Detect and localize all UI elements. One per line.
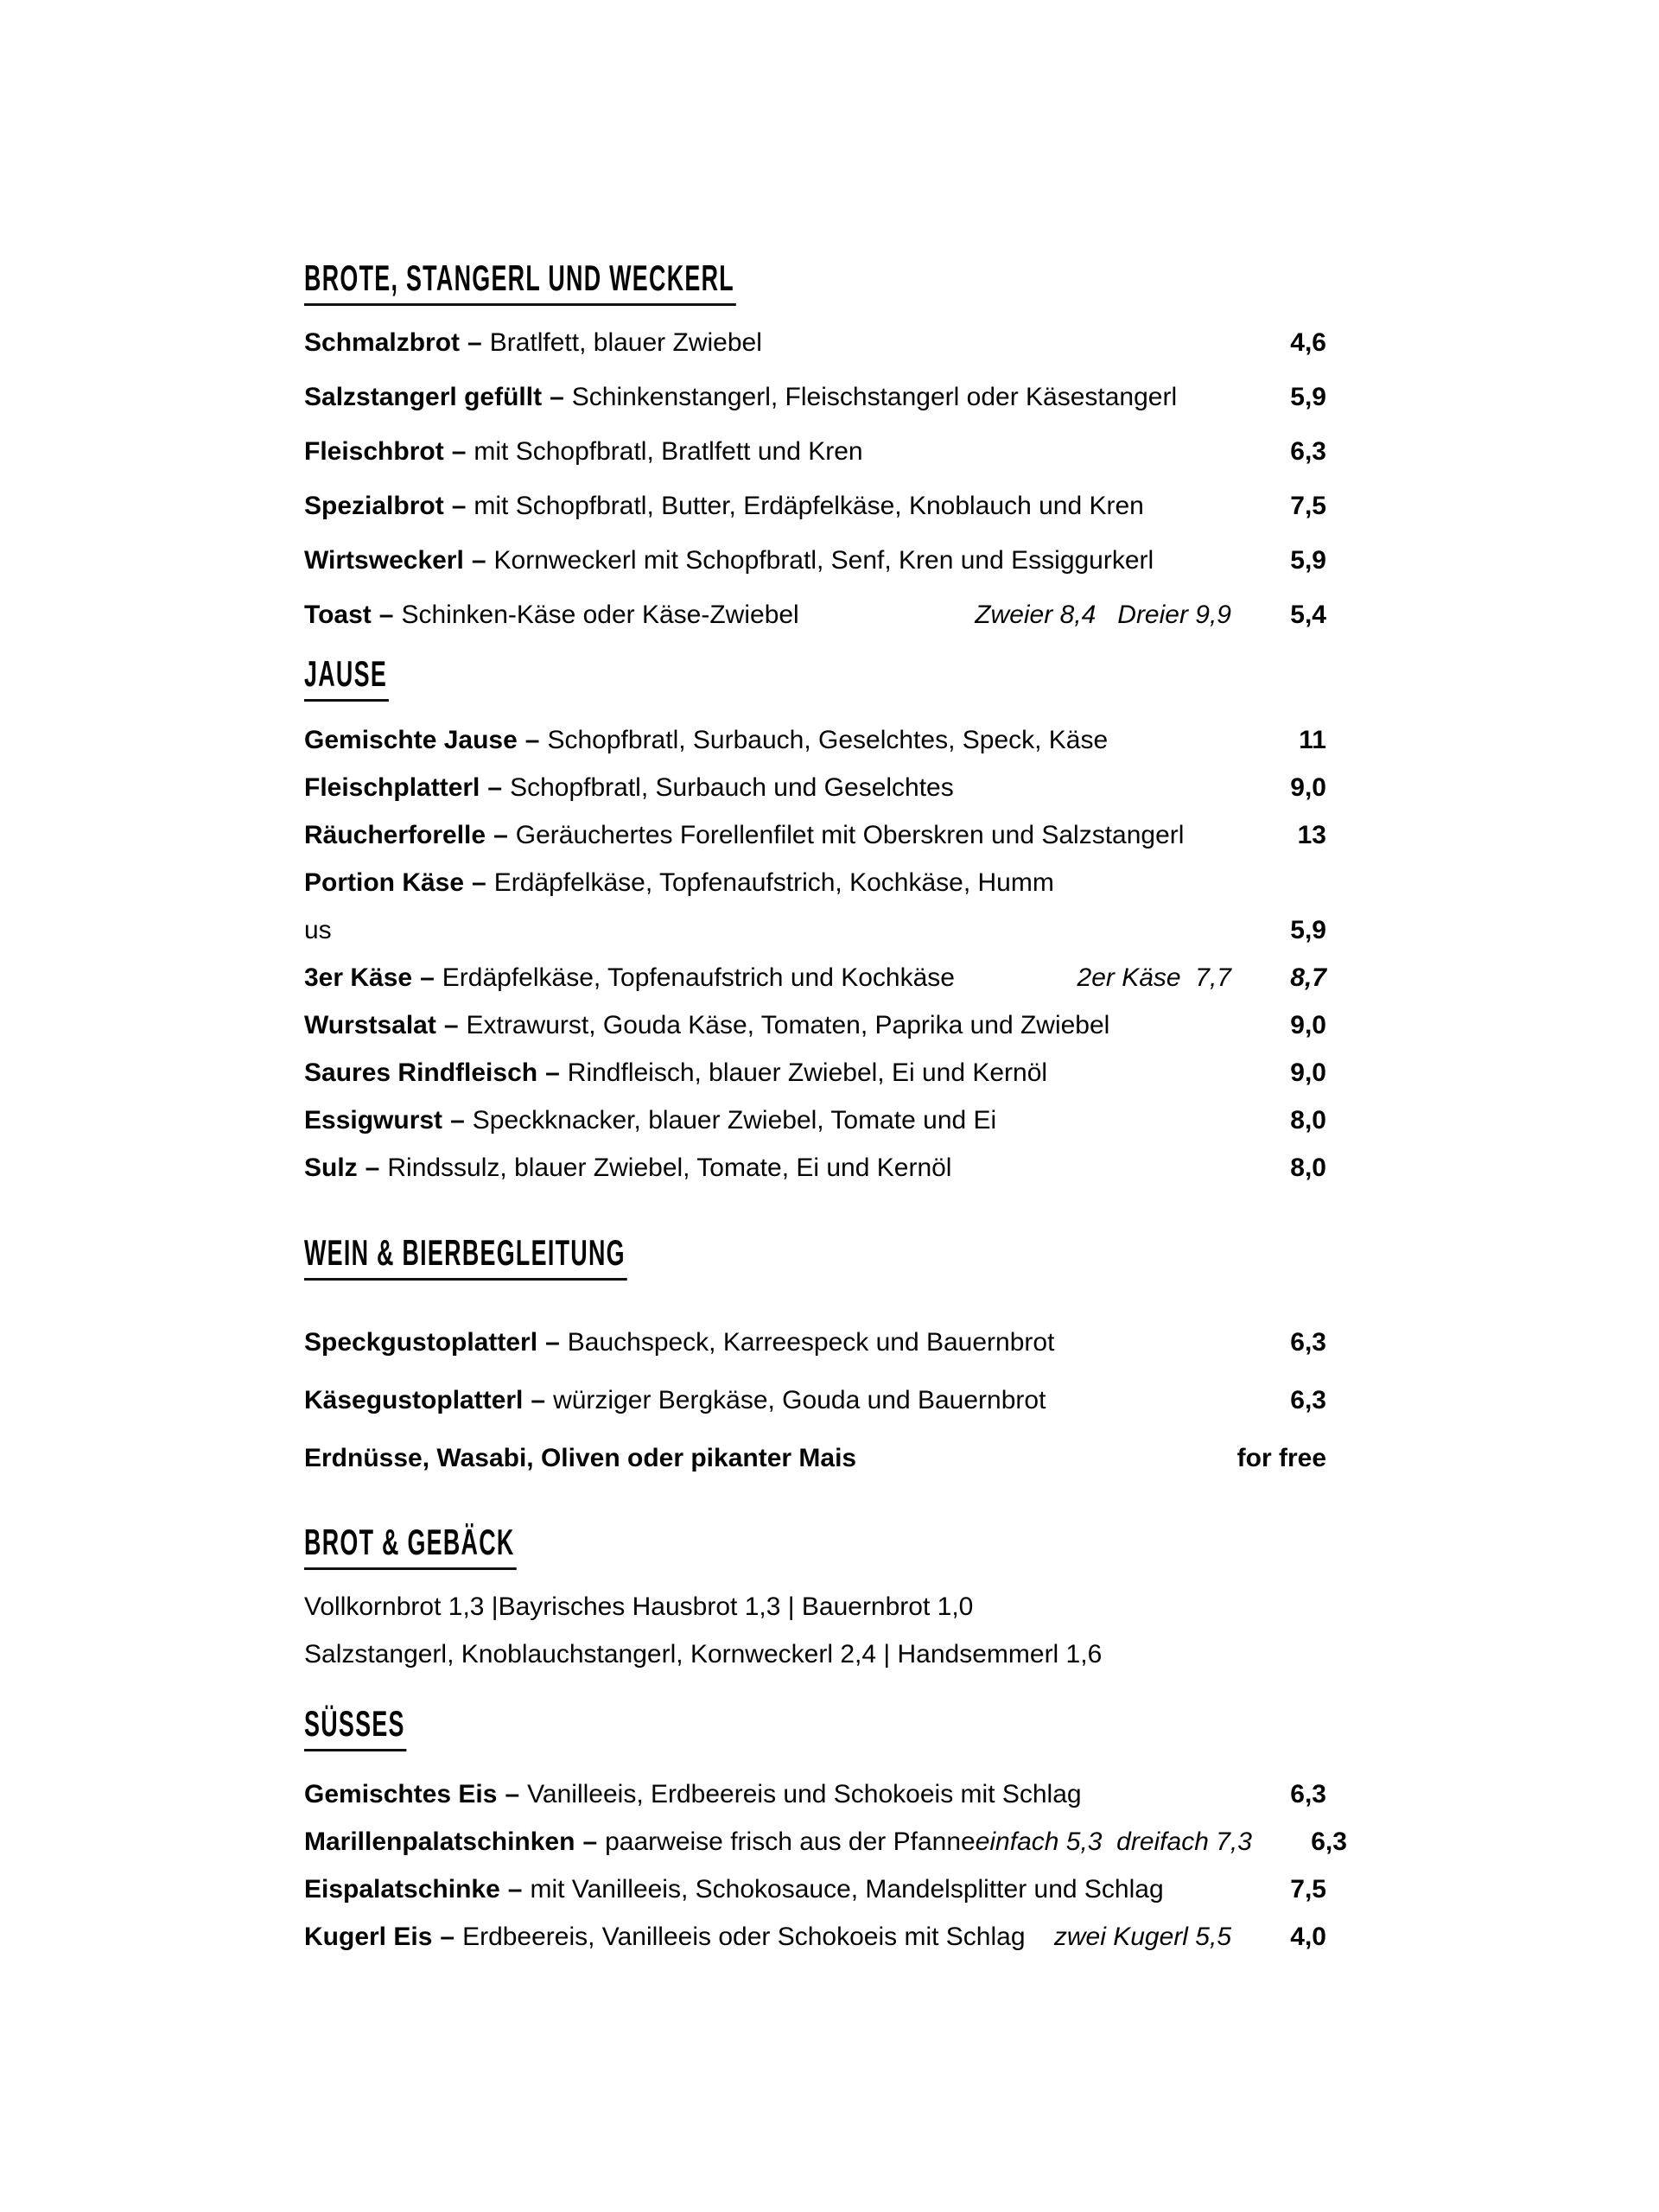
item-description: Erdäpfelkäse, Topfenaufstrich, Kochkäse, Humm — [493, 868, 1054, 897]
item-name: Eispalatschinke — [304, 1875, 500, 1904]
menu-item — [304, 1778, 1326, 1826]
item-name: Saures Rindfleisch — [304, 1058, 538, 1087]
item-description: Schopfbratl, Surbauch und Geselchtes — [510, 773, 954, 802]
section-items — [304, 724, 1326, 1199]
menu-item — [304, 724, 1326, 772]
item-price: 6,3 — [1290, 1386, 1326, 1414]
item-name: Kugerl Eis — [304, 1923, 433, 1951]
item-variant-note: zwei Kugerl 5,5 — [1053, 1923, 1231, 1951]
item-name: Gemischte Jause — [304, 726, 518, 754]
section-items — [304, 1326, 1326, 1500]
item-price: 6,3 — [1290, 1328, 1326, 1357]
menu-content — [304, 0, 1347, 2212]
menu-item — [304, 1009, 1326, 1057]
section-items — [304, 1591, 1326, 1686]
item-price: 11 — [1299, 726, 1326, 754]
section-items — [304, 1778, 1347, 1968]
item-price: 7,5 — [1290, 492, 1326, 520]
item-price: for free — [1236, 1444, 1326, 1472]
item-name: Räucherforelle — [304, 821, 486, 849]
item-description: Bratlfett, blauer Zwiebel — [489, 328, 762, 357]
item-separator: – — [451, 492, 467, 520]
menu-item — [304, 1638, 1326, 1686]
item-separator: – — [420, 963, 435, 992]
menu-item — [304, 1921, 1326, 1968]
item-price: 5,9 — [1290, 546, 1326, 575]
item-name: Marillenpalatschinken — [304, 1827, 575, 1856]
item-separator: – — [505, 1780, 520, 1808]
menu-item — [304, 1326, 1326, 1384]
section-title: SÜSSES — [304, 1705, 464, 1751]
item-separator: – — [451, 437, 467, 466]
item-description: mit Schopfbratl, Butter, Erdäpfelkäse, Knoblauch und Kren — [474, 492, 1144, 520]
item-description: Schinken-Käse oder Käse-Zwiebel — [401, 601, 799, 629]
section-title: WEIN & BIERBEGLEITUNG — [304, 1234, 809, 1281]
item-name: Wirtsweckerl — [304, 546, 464, 575]
item-separator: – — [550, 383, 564, 411]
item-separator: – — [487, 773, 503, 802]
item-description: Speckknacker, blauer Zwiebel, Tomate und Ei — [472, 1106, 997, 1135]
menu-item — [304, 327, 1326, 381]
item-description: Kornweckerl mit Schopfbratl, Senf, Kren und Essiggurkerl — [493, 546, 1154, 575]
item-description: würziger Bergkäse, Gouda und Bauernbrot — [553, 1386, 1046, 1414]
item-separator: – — [443, 1011, 459, 1039]
item-description: Vanilleeis, Erdbeereis und Schokoeis mit Schlag — [527, 1780, 1082, 1808]
item-price: 7,5 — [1290, 1875, 1326, 1904]
item-name: Spezialbrot — [304, 492, 444, 520]
item-description: mit Vanilleeis, Schokosauce, Mandelsplitter und Schlag — [530, 1875, 1164, 1904]
item-name: Fleischplatterl — [304, 773, 480, 802]
menu-item — [304, 1104, 1326, 1152]
item-variant-note: 2er Käse 7,7 — [1077, 963, 1231, 992]
item-name: Erdnüsse, Wasabi, Oliven oder pikanter Mais — [304, 1444, 857, 1472]
item-name: Portion Käse — [304, 868, 465, 897]
menu-item — [304, 1826, 1347, 1873]
item-name: Sulz — [304, 1154, 358, 1182]
item-name: Käsegustoplatterl — [304, 1386, 524, 1414]
item-separator: – — [450, 1106, 465, 1135]
menu-item — [304, 1057, 1326, 1104]
item-separator: – — [493, 821, 508, 849]
item-price: 9,0 — [1290, 1011, 1326, 1039]
item-name: Schmalzbrot — [304, 328, 461, 357]
item-description: Geräuchertes Forellenfilet mit Oberskren und Salzstangerl — [515, 821, 1185, 849]
item-price: 5,9 — [1290, 383, 1326, 411]
section-title: BROT & GEBÄCK — [304, 1523, 636, 1570]
menu-item — [304, 819, 1326, 867]
item-text: Vollkornbrot 1,3 |Bayrisches Hausbrot 1,3 | Bauernbrot 1,0 — [304, 1592, 974, 1621]
item-price: 8,0 — [1290, 1154, 1326, 1182]
menu-item — [304, 599, 1326, 653]
item-name: Gemischtes Eis — [304, 1780, 498, 1808]
item-separator: – — [378, 601, 394, 629]
item-price: 4,6 — [1290, 328, 1326, 357]
item-separator: – — [531, 1386, 546, 1414]
menu-item — [304, 1152, 1326, 1199]
item-price: 4,0 — [1290, 1923, 1326, 1951]
item-description: Erdäpfelkäse, Topfenaufstrich und Kochkäse — [442, 963, 955, 992]
menu-item — [304, 1591, 1326, 1638]
item-separator: – — [582, 1827, 598, 1856]
item-description: Rindfleisch, blauer Zwiebel, Ei und Kernöl — [567, 1058, 1048, 1087]
item-separator: – — [545, 1058, 560, 1087]
item-name: Essigwurst — [304, 1106, 443, 1135]
item-description: Bauchspeck, Karreespeck und Bauernbrot — [567, 1328, 1055, 1357]
item-separator: – — [507, 1875, 523, 1904]
menu-item — [304, 1384, 1326, 1442]
item-separator: – — [365, 1154, 380, 1182]
item-price: 6,3 — [1290, 437, 1326, 466]
menu-item — [304, 1873, 1326, 1921]
item-price: 6,3 — [1290, 1780, 1326, 1808]
item-separator: – — [467, 328, 482, 357]
item-name: Toast — [304, 601, 372, 629]
section-title: JAUSE — [304, 655, 436, 702]
item-variant-note: Zweier 8,4 Dreier 9,9 — [975, 601, 1231, 629]
item-description: Rindssulz, blauer Zwiebel, Tomate, Ei und Kernöl — [387, 1154, 952, 1182]
item-name: Fleischbrot — [304, 437, 444, 466]
menu-item — [304, 914, 1326, 962]
item-text-continuation: us — [304, 916, 332, 944]
item-price: 9,0 — [1290, 773, 1326, 802]
section-items — [304, 327, 1326, 653]
item-price: 8,7 — [1290, 963, 1326, 992]
menu-item — [304, 544, 1326, 599]
item-description: Schopfbratl, Surbauch, Geselchtes, Speck, Käse — [547, 726, 1109, 754]
menu-item — [304, 772, 1326, 819]
item-price: 13 — [1297, 821, 1326, 849]
item-separator: – — [471, 546, 486, 575]
menu-item — [304, 962, 1326, 1009]
item-description: Extrawurst, Gouda Käse, Tomaten, Paprika und Zwiebel — [466, 1011, 1110, 1039]
item-name: Speckgustoplatterl — [304, 1328, 538, 1357]
item-separator: – — [440, 1923, 455, 1951]
item-price: 9,0 — [1290, 1058, 1326, 1087]
item-text: Salzstangerl, Knoblauchstangerl, Kornweckerl 2,4 | Handsemmerl 1,6 — [304, 1640, 1103, 1669]
item-price: 5,4 — [1290, 601, 1326, 629]
menu-item — [304, 435, 1326, 490]
item-description: Erdbeereis, Vanilleeis oder Schokoeis mit Schlag — [462, 1923, 1026, 1951]
section-title: BROTE, STANGERL UND WECKERL — [304, 259, 979, 306]
menu-item — [304, 490, 1326, 544]
item-name: Wurstsalat — [304, 1011, 436, 1039]
item-separator: – — [472, 868, 486, 897]
item-description: paarweise frisch aus der Pfanne — [605, 1827, 976, 1856]
item-name: 3er Käse — [304, 963, 413, 992]
item-description: Schinkenstangerl, Fleischstangerl oder Käsestangerl — [571, 383, 1178, 411]
item-price: 5,9 — [1290, 916, 1326, 944]
item-price: 8,0 — [1290, 1106, 1326, 1135]
menu-item — [304, 381, 1326, 435]
item-description: mit Schopfbratl, Bratlfett und Kren — [474, 437, 863, 466]
item-name: Salzstangerl gefüllt — [304, 383, 543, 411]
item-separator: – — [524, 726, 540, 754]
item-price: 6,3 — [1311, 1827, 1347, 1856]
item-variant-note: einfach 5,3 dreifach 7,3 — [975, 1827, 1252, 1856]
menu-item — [304, 1442, 1326, 1500]
item-separator: – — [545, 1328, 560, 1357]
menu-item — [304, 867, 1326, 914]
